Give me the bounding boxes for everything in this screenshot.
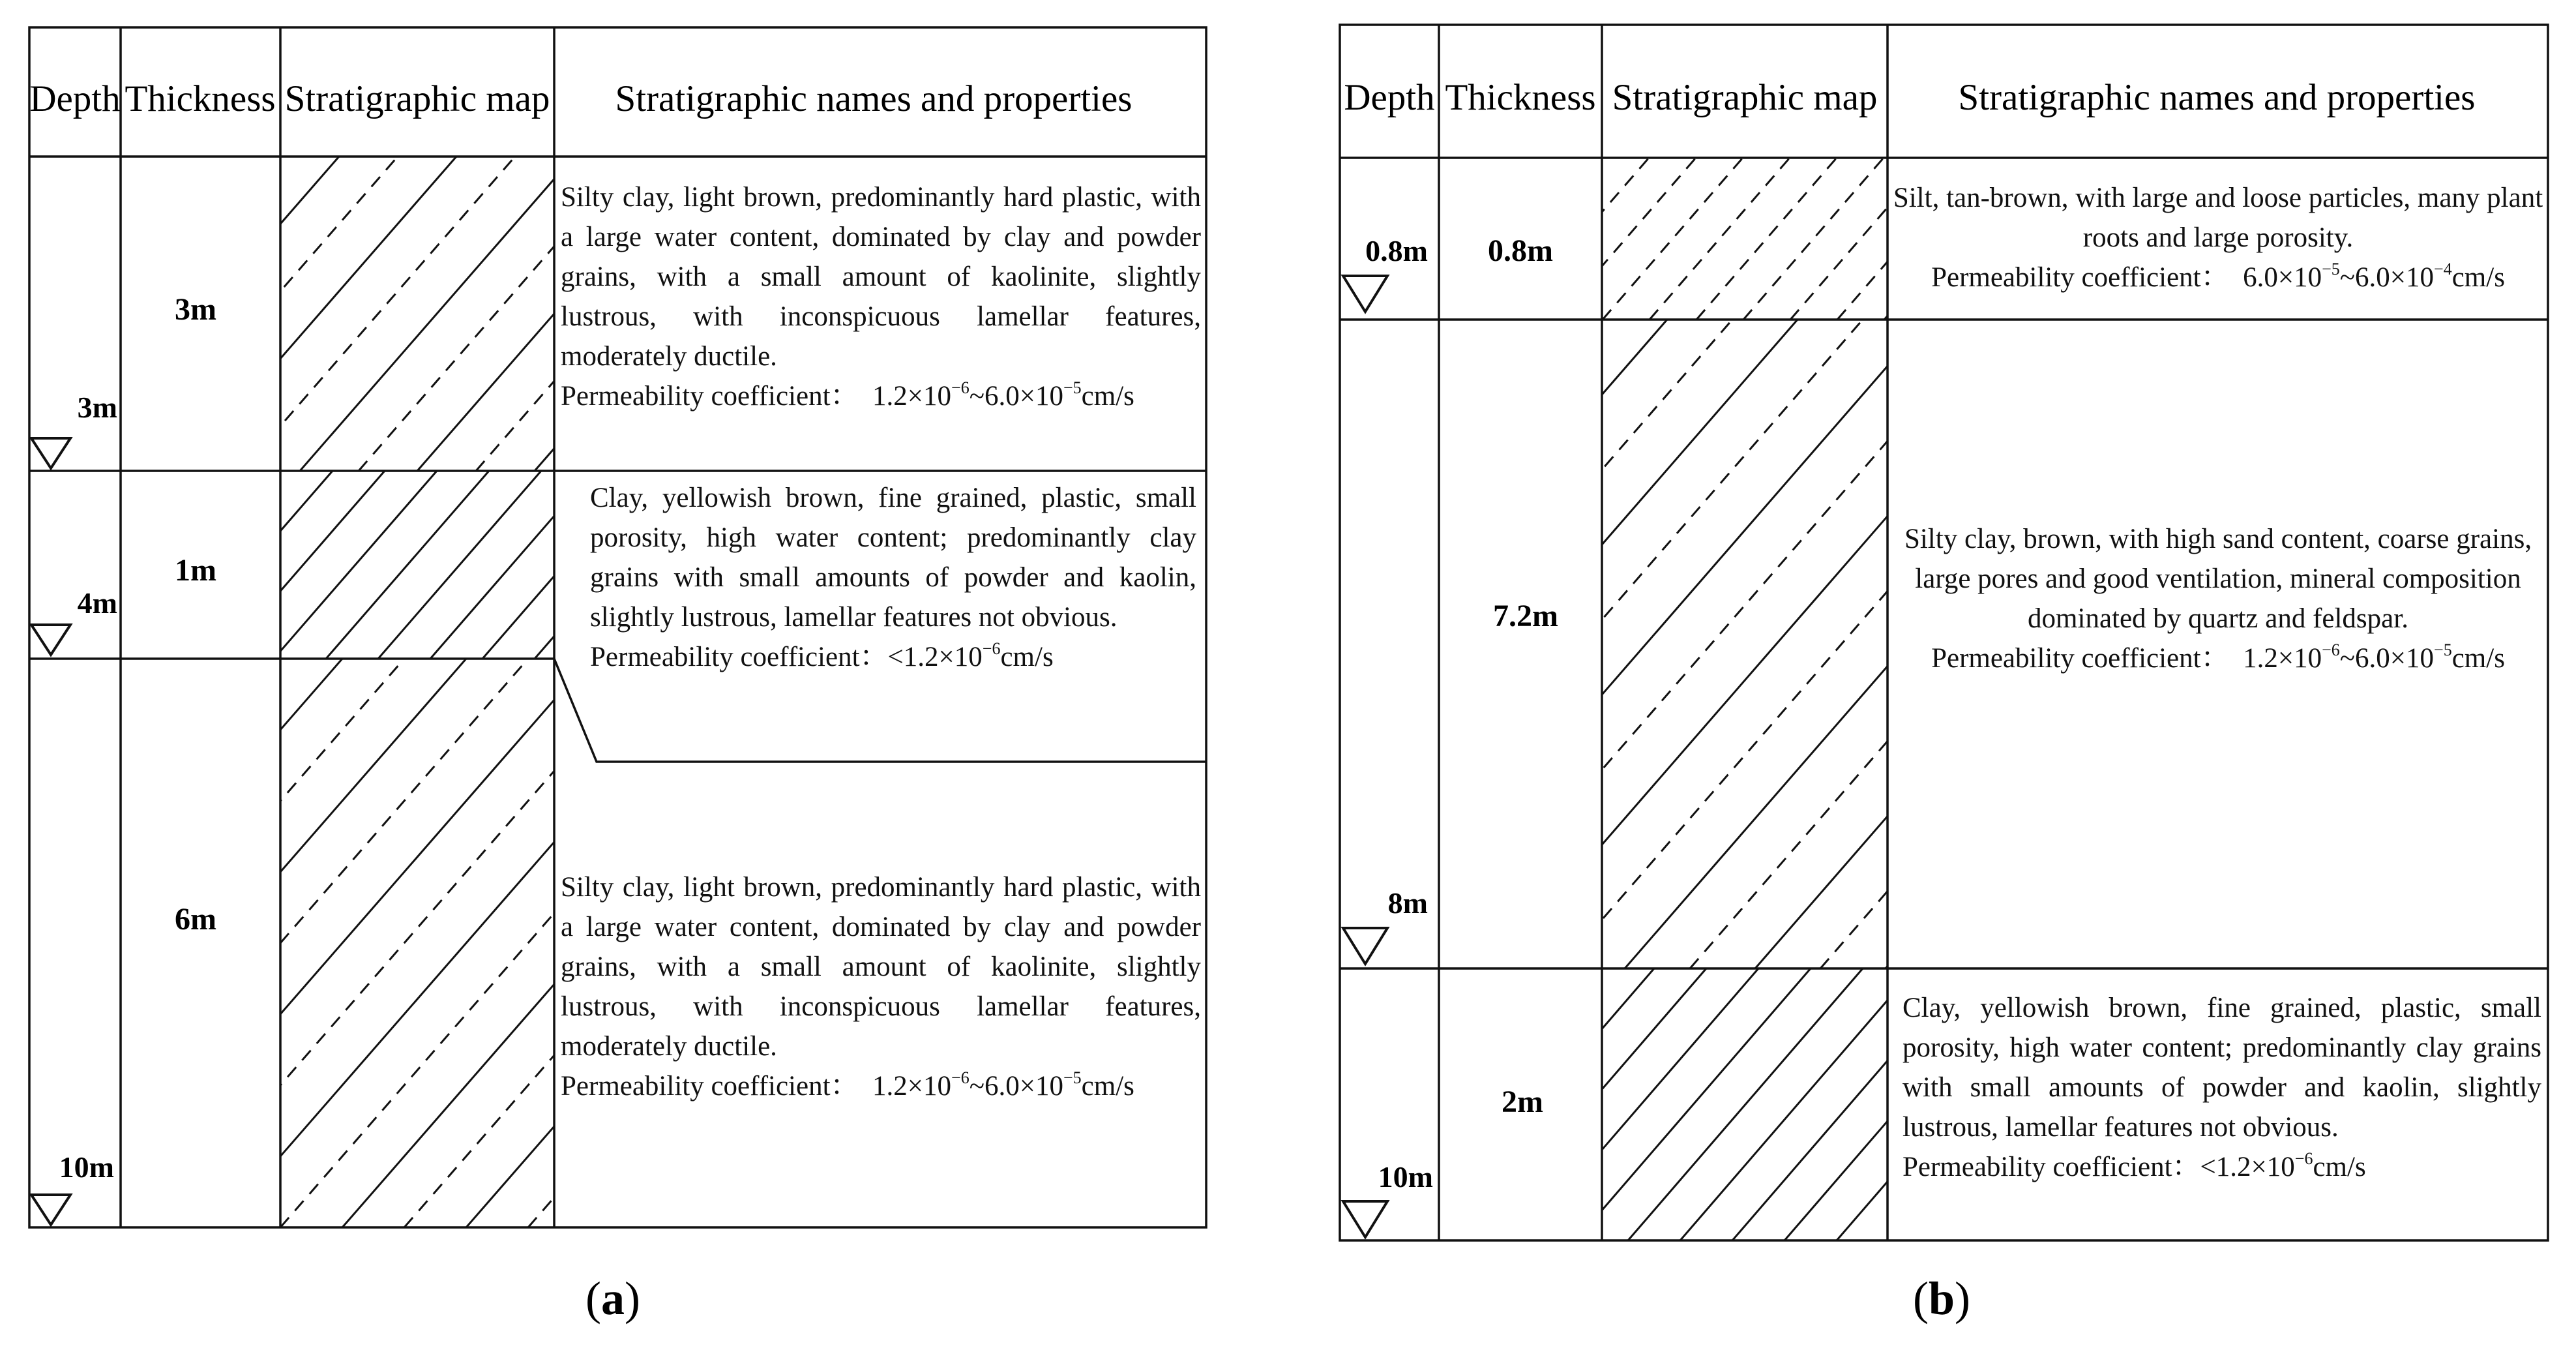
perm-value-low: 1.2×10 — [2243, 643, 2322, 674]
hatch-line-solid — [0, 659, 466, 1227]
perm-value-low: 1.2×10 — [872, 1071, 952, 1102]
perm-unit: cm/s — [1081, 381, 1134, 412]
perm-exp-high: −5 — [1063, 378, 1082, 397]
hatch-line-solid — [183, 157, 456, 471]
thickness-a2: 1m — [175, 553, 216, 588]
permeability-line — [1891, 638, 2545, 678]
hatch-line-solid — [0, 659, 218, 1227]
caption-a: (a) — [585, 1272, 640, 1325]
hatch-line-solid — [1367, 968, 1602, 1240]
description-a3 — [561, 867, 1201, 1106]
header-depth-b: Depth — [1344, 77, 1435, 118]
thickness-b3: 2m — [1502, 1085, 1543, 1119]
depth-marker-icon — [31, 625, 70, 655]
depth-marker-icon — [1343, 1201, 1387, 1237]
hatch-line-dashed — [1650, 158, 1790, 320]
hatch-line-dashed — [1168, 320, 1732, 968]
depth-marker-icon — [1343, 928, 1387, 964]
perm-value-low: 6.0×10 — [2243, 262, 2322, 293]
header-names-b: Stratigraphic names and properties — [1958, 77, 2476, 118]
depth-label-a1: 3m — [77, 391, 117, 424]
hatch-line-solid — [1364, 320, 1928, 968]
perm-exp-high: −4 — [2434, 260, 2452, 278]
permeability-line — [561, 376, 1201, 416]
hatch-line-solid — [378, 471, 541, 659]
perm-exp: −6 — [2294, 1149, 2313, 1168]
header-depth-a: Depth — [29, 78, 121, 119]
hatch-line-dashed — [1696, 158, 1837, 320]
perm-exp-low: −6 — [951, 378, 970, 397]
header-names-a: Stratigraphic names and properties — [615, 78, 1133, 119]
perm-value: <1.2×10 — [887, 642, 983, 672]
hatch-line-solid — [0, 659, 342, 1227]
perm-unit: cm/s — [2313, 1152, 2366, 1182]
hatch-line-solid — [1576, 968, 1811, 1240]
perm-label: Permeability coefficient： — [1931, 643, 2229, 674]
description-b3 — [1902, 988, 2541, 1187]
hatch-line-dashed — [1603, 158, 1743, 320]
description-text: Clay, yellowish brown, fine grained, plastic, small porosity, high water content; predominantly clay grains with small amounts of powder and kaolin, slightly lustrous, lamellar features not obvious. — [1902, 993, 2541, 1143]
header-thickness-b: Thickness — [1445, 77, 1596, 118]
hatch-line-dashed — [7, 157, 280, 471]
perm-unit: cm/s — [1000, 642, 1054, 672]
perm-exp-low: −6 — [951, 1068, 970, 1087]
description-text: Silty clay, light brown, predominantly hard plastic, with a large water content, dominated by clay and powder grains, with a small amount of kaolinite, slightly lustrous, with inconspicuous lamellar features, moderately ductile. — [561, 872, 1201, 1062]
depth-label-a2: 4m — [77, 586, 117, 620]
description-text: Clay, yellowish brown, fine grained, plastic, small porosity, high water content; predominantly clay grains with small amounts of powder and kaolin, slightly lustrous, lamellar features not obvious. — [590, 483, 1196, 633]
hatch-line-dashed — [1556, 158, 1696, 320]
description-a2 — [590, 478, 1196, 677]
description-b1 — [1891, 178, 2545, 297]
description-a1 — [561, 177, 1201, 416]
permeability-line — [1891, 258, 2545, 297]
hatch-line-dashed — [241, 157, 515, 471]
permeability-line — [590, 637, 1196, 677]
depth-label-b3: 10m — [1378, 1160, 1433, 1193]
perm-value-high: ~6.0×10 — [969, 381, 1063, 412]
hatch-line-solid — [300, 157, 574, 471]
description-text: Silt, tan-brown, with large and loose particles, many plant roots and large porosity. — [1893, 183, 2543, 253]
description-text: Silty clay, light brown, predominantly hard plastic, with a large water content, dominated by clay and powder grains, with a small amount of kaolinite, slightly lustrous, with inconspicuous lamellar features, moderately ductile. — [561, 182, 1201, 372]
perm-unit: cm/s — [2451, 262, 2505, 293]
depth-label-a3: 10m — [59, 1150, 114, 1184]
caption-b: (b) — [1912, 1272, 1971, 1325]
perm-unit: cm/s — [1081, 1071, 1134, 1102]
perm-value-high: ~6.0×10 — [969, 1071, 1063, 1102]
hatch-line-dashed — [0, 659, 404, 1227]
hatch-line-dashed — [124, 157, 398, 471]
perm-value-high: ~6.0×10 — [2339, 262, 2435, 293]
permeability-line — [1902, 1147, 2541, 1187]
perm-label: Permeability coefficient： — [561, 381, 859, 412]
hatch-line-solid — [1234, 320, 1798, 968]
hatch-line-solid — [1524, 968, 1758, 1240]
hatch-line-solid — [326, 471, 489, 659]
hatch-line-dashed — [0, 659, 280, 1227]
perm-value-high: ~6.0×10 — [2339, 643, 2435, 674]
hatch-line-solid — [430, 471, 593, 659]
perm-exp: −6 — [982, 639, 1001, 658]
permeability-line — [561, 1066, 1201, 1106]
thickness-a3: 6m — [175, 902, 216, 937]
depth-marker-icon — [31, 1195, 70, 1225]
caption-a-letter: a — [601, 1272, 625, 1325]
hatch-line-dashed — [1299, 320, 1863, 968]
perm-label: Permeability coefficient： — [590, 642, 888, 672]
perm-exp-low: −5 — [2322, 260, 2340, 278]
depth-marker-icon — [31, 438, 70, 468]
header-thickness-a: Thickness — [125, 78, 276, 119]
perm-value-low: 1.2×10 — [872, 381, 952, 412]
hatch-line-solid — [95, 659, 590, 1227]
thickness-b2: 7.2m — [1493, 599, 1558, 633]
perm-label: Permeability coefficient： — [1902, 1152, 2200, 1182]
perm-exp-low: −6 — [2322, 640, 2340, 659]
caption-b-letter: b — [1928, 1272, 1955, 1325]
description-text: Silty clay, brown, with high sand content, coarse grains, large pores and good ventilation, mineral composition dominated by quartz and feldspar. — [1904, 524, 2532, 634]
depth-label-b1: 0.8m — [1365, 234, 1428, 267]
hatch-line-solid — [222, 471, 385, 659]
hatch-line-solid — [1628, 968, 1863, 1240]
description-b2 — [1891, 519, 2545, 678]
perm-unit: cm/s — [2451, 643, 2505, 674]
hatch-line-dashed — [1743, 158, 1884, 320]
hatch-line-solid — [1680, 968, 1915, 1240]
depth-marker-icon — [1343, 276, 1387, 312]
depth-label-b2: 8m — [1387, 886, 1428, 920]
perm-exp-high: −5 — [2434, 640, 2452, 659]
hatch-line-solid — [274, 471, 437, 659]
header-map-a: Stratigraphic map — [284, 78, 550, 119]
perm-value: <1.2×10 — [2200, 1152, 2295, 1182]
perm-label: Permeability coefficient： — [1931, 262, 2229, 293]
perm-label: Permeability coefficient： — [561, 1071, 859, 1102]
header-map-b: Stratigraphic map — [1612, 77, 1878, 118]
perm-exp-high: −5 — [1063, 1068, 1082, 1087]
thickness-b1: 0.8m — [1488, 233, 1553, 268]
thickness-a1: 3m — [175, 292, 216, 327]
